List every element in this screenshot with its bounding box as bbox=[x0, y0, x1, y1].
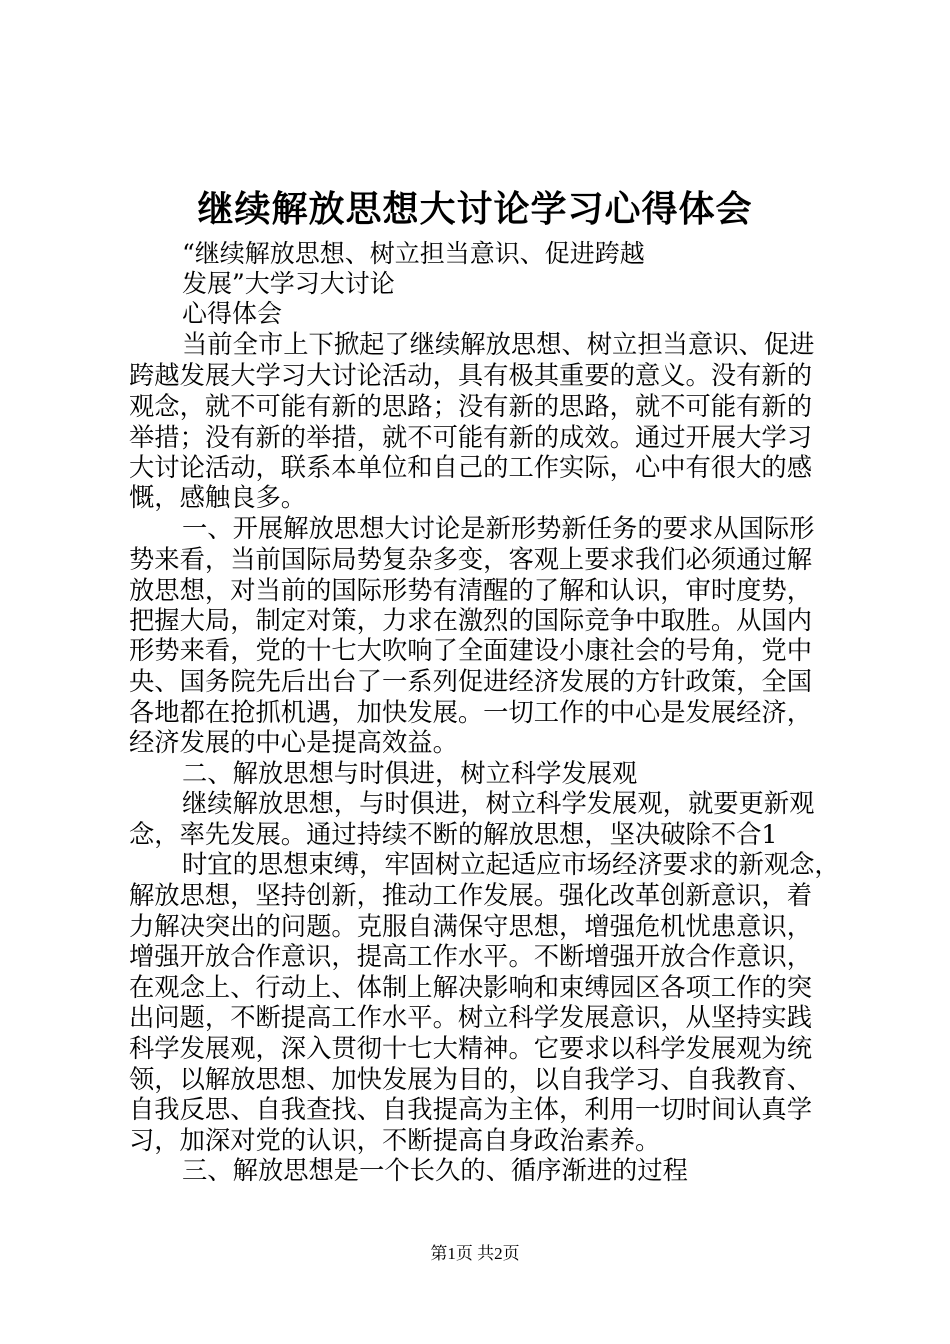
paragraph-line: 跨越发展大学习大讨论活动，具有极其重要的意义。没有新的 bbox=[129, 361, 813, 390]
subtitle-line: “继续解放思想、树立担当意识、促进跨越 bbox=[182, 239, 645, 268]
paragraph-line: 大讨论活动，联系本单位和自己的工作实际，心中有很大的感 bbox=[129, 453, 813, 482]
paragraph-line: 解放思想，坚持创新，推动工作发展。强化改革创新意识，着 bbox=[129, 881, 813, 910]
section-heading: 三、解放思想是一个长久的、循序渐进的过程 bbox=[182, 1156, 688, 1185]
paragraph-line: 各地都在抢抓机遇，加快发展。一切工作的中心是发展经济， bbox=[129, 698, 813, 727]
subtitle-line: 心得体会 bbox=[182, 299, 283, 328]
paragraph-line: 形势来看，党的十七大吹响了全面建设小康社会的号角，党中 bbox=[129, 636, 813, 665]
section-heading: 二、解放思想与时俱进，树立科学发展观 bbox=[182, 759, 638, 788]
subtitle-line: 发展”大学习大讨论 bbox=[182, 269, 395, 298]
paragraph-line: 放思想，对当前的国际形势有清醒的了解和认识，审时度势， bbox=[129, 576, 813, 605]
paragraph-line: 领，以解放思想、加快发展为目的，以自我学习、自我教育、 bbox=[129, 1065, 813, 1094]
paragraph-line: 习，加深对党的认识，不断提高自身政治素养。 bbox=[129, 1126, 661, 1155]
paragraph-line: 举措；没有新的举措，就不可能有新的成效。通过开展大学习 bbox=[129, 423, 813, 452]
paragraph-line: 一、开展解放思想大讨论是新形势新任务的要求从国际形 bbox=[182, 514, 815, 543]
paragraph-line: 势来看，当前国际局势复杂多变，客观上要求我们必须通过解 bbox=[129, 545, 813, 574]
paragraph-line: 慨，感触良多。 bbox=[129, 483, 307, 512]
document-title: 继续解放思想大讨论学习心得体会 bbox=[197, 188, 753, 230]
paragraph-line: 当前全市上下掀起了继续解放思想、树立担当意识、促进 bbox=[182, 330, 815, 359]
paragraph-line: 经济发展的中心是提高效益。 bbox=[129, 728, 458, 757]
paragraph-line: 自我反思、自我查找、自我提高为主体，利用一切时间认真学 bbox=[129, 1095, 813, 1124]
paragraph-line: 念，率先发展。通过持续不断的解放思想，坚决破除不合1 bbox=[129, 820, 778, 849]
paragraph-line: 科学发展观，深入贯彻十七大精神。它要求以科学发展观为统 bbox=[129, 1034, 813, 1063]
paragraph-line: 央、国务院先后出台了一系列促进经济发展的方针政策，全国 bbox=[129, 667, 813, 696]
paragraph-line: 力解决突出的问题。克服自满保守思想，增强危机忧患意识， bbox=[129, 912, 813, 941]
page-footer: 第1页 共2页 bbox=[430, 1244, 520, 1263]
paragraph-line: 出问题，不断提高工作水平。树立科学发展意识，从坚持实践 bbox=[129, 1003, 813, 1032]
paragraph-line: 观念，就不可能有新的思路；没有新的思路，就不可能有新的 bbox=[129, 392, 813, 421]
paragraph-line: 在观念上、行动上、体制上解决影响和束缚园区各项工作的突 bbox=[129, 973, 813, 1002]
paragraph-line: 继续解放思想，与时俱进，树立科学发展观，就要更新观 bbox=[182, 789, 815, 818]
paragraph-line: 把握大局，制定对策，力求在激烈的国际竞争中取胜。从国内 bbox=[129, 606, 813, 635]
paragraph-line: 时宜的思想束缚，牢固树立起适应市场经济要求的新观念， bbox=[182, 850, 840, 879]
paragraph-line: 增强开放合作意识，提高工作水平。不断增强开放合作意识， bbox=[129, 942, 813, 971]
